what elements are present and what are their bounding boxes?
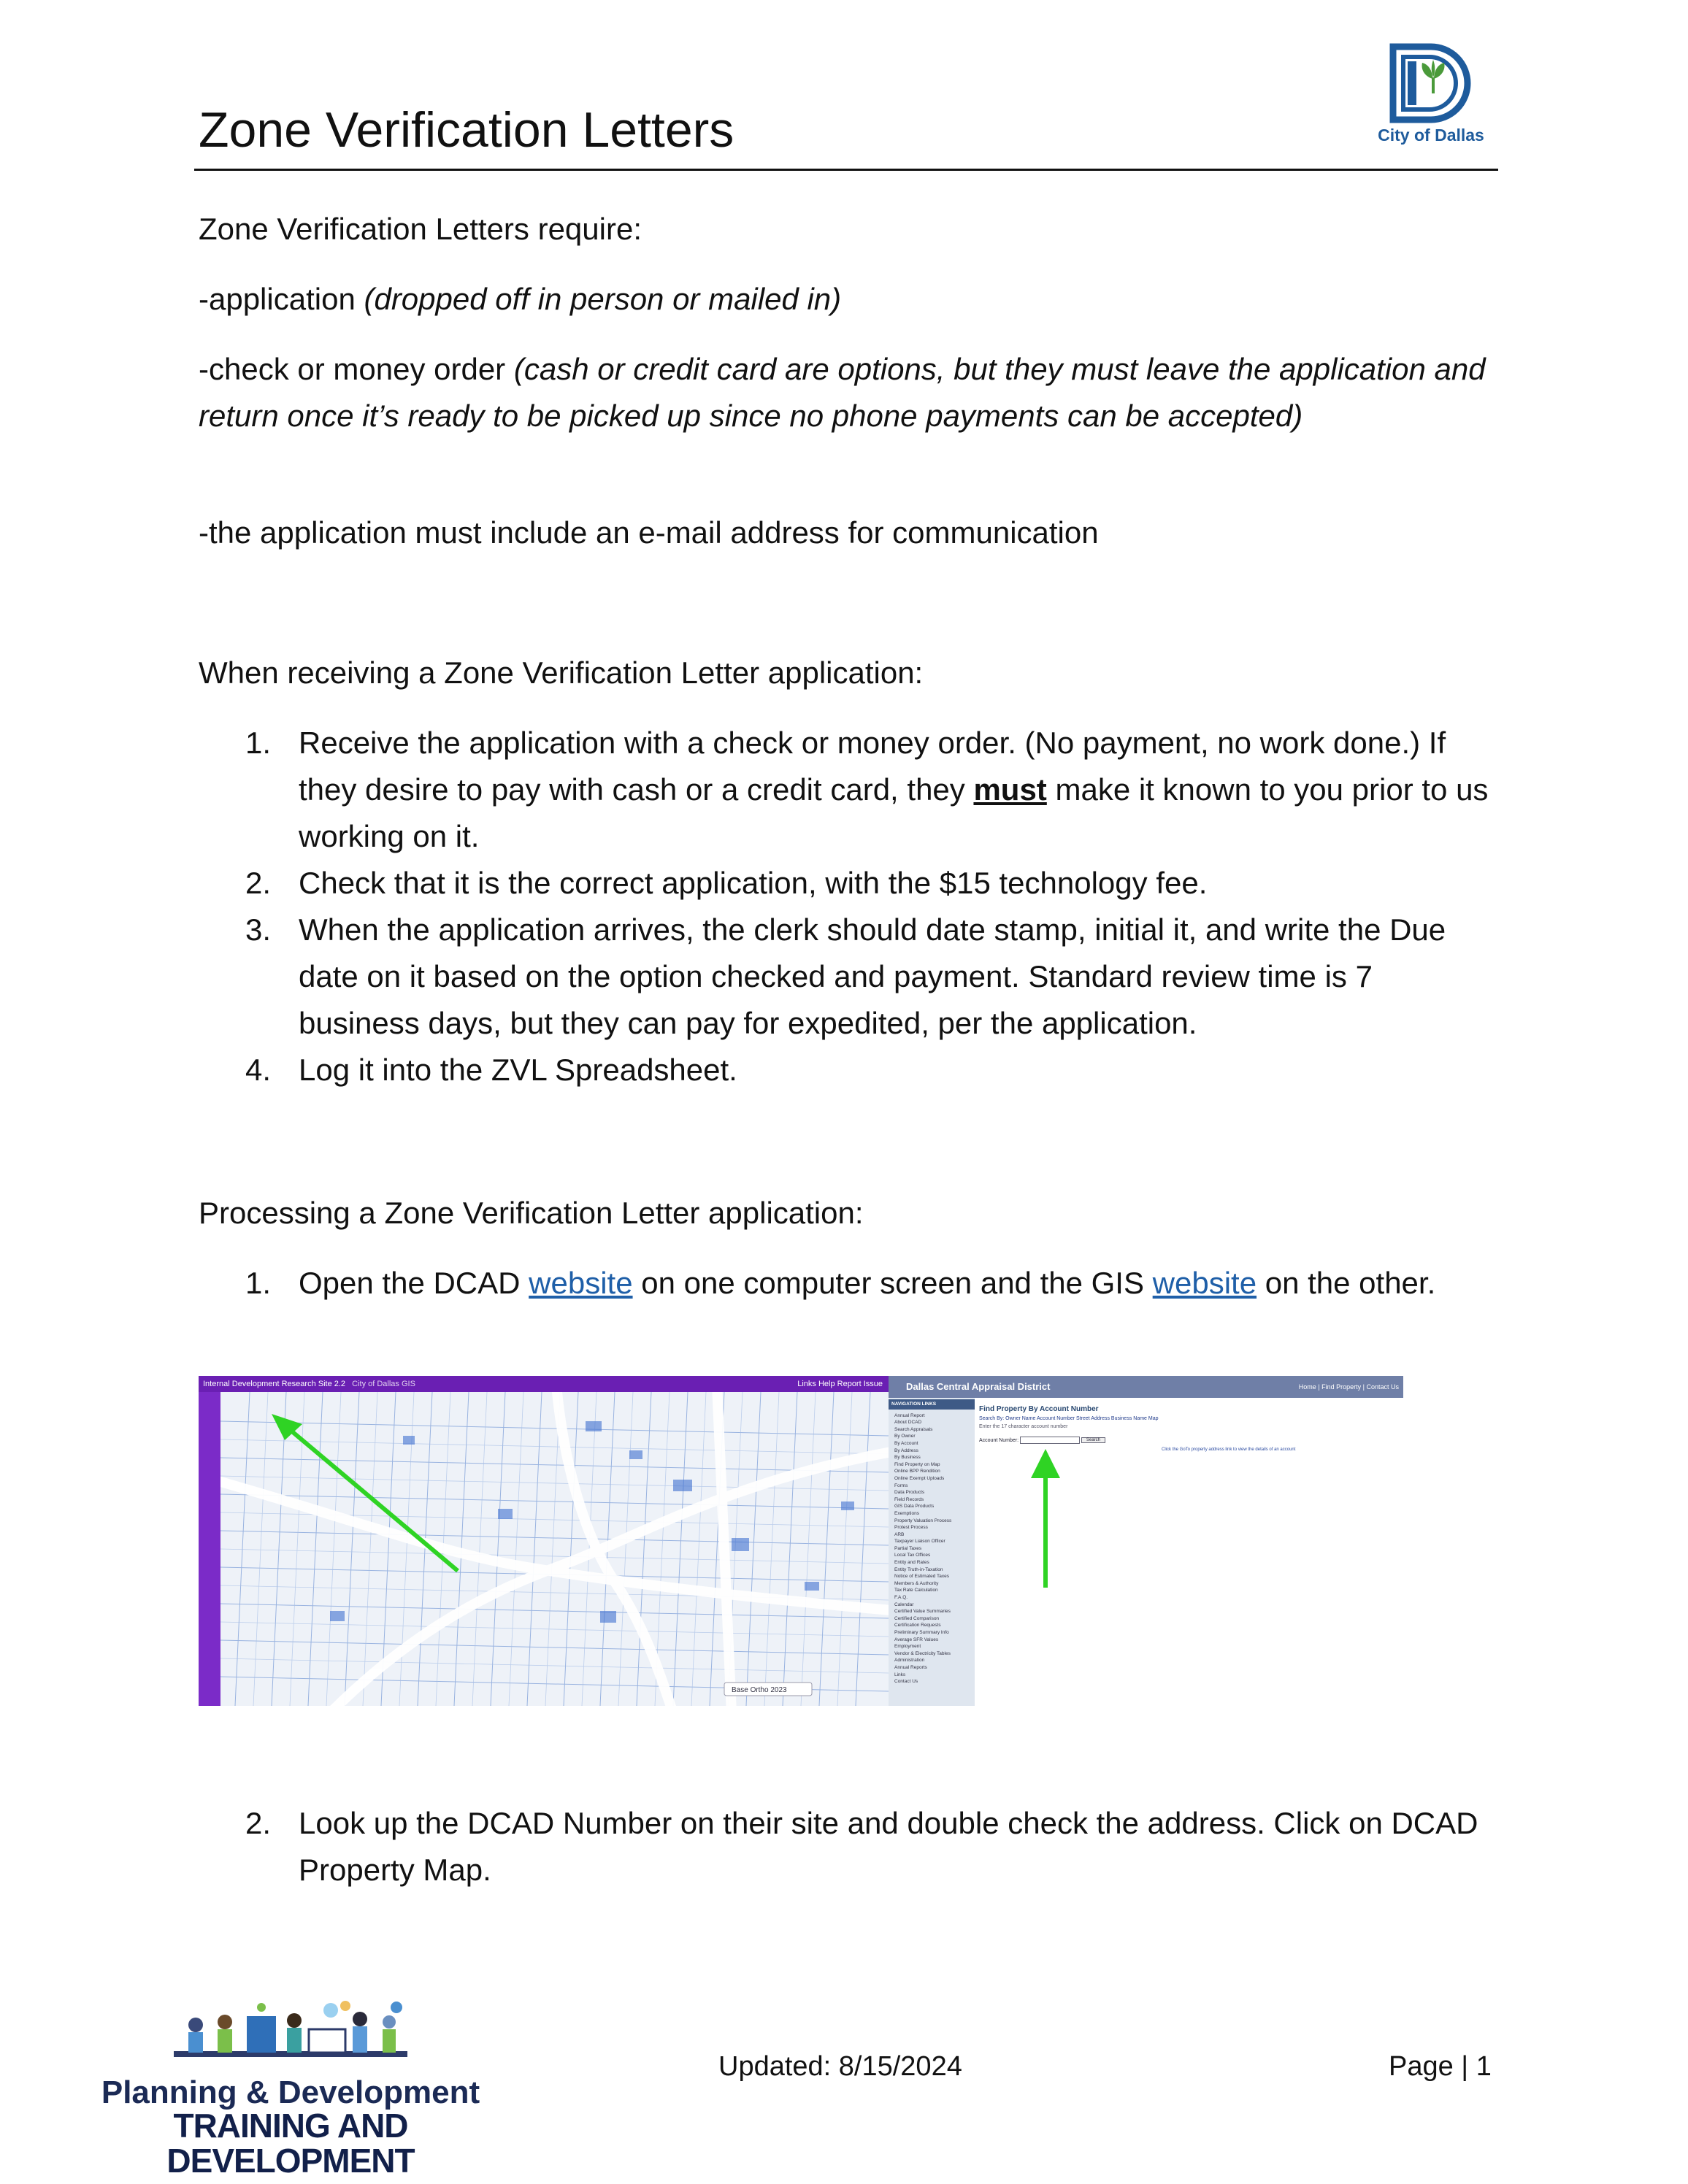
requirement-text: -application: [199, 282, 364, 316]
dcad-top-links: Home | Find Property | Contact Us: [1298, 1383, 1399, 1391]
list-number: 1.: [245, 726, 272, 760]
step-text: on one computer screen and the GIS: [632, 1266, 1153, 1300]
step-text: on the other.: [1257, 1266, 1436, 1300]
requirement-application: [199, 276, 1498, 323]
processing-heading: Processing a Zone Verification Letter application:: [199, 1196, 864, 1230]
list-number: 4.: [245, 1053, 272, 1087]
city-of-dallas-logo: [1358, 42, 1504, 152]
gis-website-link[interactable]: website: [1152, 1266, 1257, 1300]
step-text: Look up the DCAD Number on their site and double check the address. Click on DCAD Property Map.: [299, 1806, 1478, 1887]
dcad-title: Dallas Central Appraisal District: [906, 1381, 1051, 1392]
dcad-note: Click the GoTo property address link to view the details of an account: [1162, 1447, 1296, 1452]
people-illustration-icon: [174, 2000, 407, 2079]
dcad-nav-item: Certification Requests: [894, 1623, 941, 1629]
dcad-nav-item: Preliminary Summary Info: [894, 1630, 949, 1635]
step-text: Open the DCAD: [299, 1266, 529, 1300]
dcad-nav-item: Members & Authority: [894, 1580, 939, 1586]
dcad-nav-item: Local Tax Offices: [894, 1553, 931, 1558]
processing-step-1: [199, 1260, 1498, 1307]
list-item: [199, 860, 1498, 907]
dcad-field-label: Account Number:: [979, 1437, 1019, 1443]
receiving-heading: When receiving a Zone Verification Letter application:: [199, 655, 924, 690]
dcad-nav-item: Average SFR Values: [894, 1637, 939, 1642]
screenshot-figure: [199, 1376, 1403, 1706]
requirement-note: (dropped off in person or mailed in): [364, 282, 842, 316]
list-number: 1.: [245, 1266, 272, 1300]
dcad-nav-item: About DCAD: [894, 1420, 922, 1426]
dcad-nav-item: Administration: [894, 1658, 925, 1664]
green-up-arrow-icon: [1027, 1449, 1064, 1588]
dcad-nav-list: [889, 1412, 975, 1685]
dcad-nav-item: Annual Reports: [894, 1664, 927, 1670]
gis-subtitle: City of Dallas GIS: [352, 1380, 415, 1388]
dcad-nav-item: Links: [894, 1672, 906, 1677]
dcad-main: [979, 1405, 1395, 1452]
dcad-nav-item: Partial Taxes: [894, 1545, 922, 1551]
receiving-steps: [199, 720, 1498, 1093]
dcad-nav-item: Search Appraisals: [894, 1426, 933, 1432]
dcad-nav-item: Entity and Rates: [894, 1560, 929, 1566]
dcad-nav-item: GIS Data Products: [894, 1504, 935, 1510]
dcad-nav-item: Certified Comparison: [894, 1615, 940, 1621]
dcad-nav-item: Vendor & Electricity Tables: [894, 1650, 951, 1656]
dcad-nav-item: ARB: [894, 1531, 905, 1537]
step-text: Log it into the ZVL Spreadsheet.: [299, 1053, 737, 1087]
dcad-screenshot: [889, 1376, 1403, 1706]
step-text: Check that it is the correct application, with the $15 technology fee.: [299, 866, 1208, 900]
logo-line-1: Planning & Development: [101, 2075, 480, 2110]
dcad-nav-item: Taxpayer Liaison Officer: [894, 1539, 945, 1545]
requirement-text: -check or money order: [199, 352, 514, 386]
dcad-nav-item: Entity Truth-in-Taxation: [894, 1566, 943, 1572]
requirements-intro: Zone Verification Letters require:: [199, 212, 642, 246]
dcad-nav-item: Employment: [894, 1644, 921, 1650]
step-emphasis: must: [973, 772, 1047, 807]
dcad-hint: Enter the 17 character account number: [979, 1424, 1068, 1429]
dcad-nav-item: F.A.Q.: [894, 1595, 908, 1601]
dcad-nav-item: Data Products: [894, 1490, 925, 1496]
dcad-nav: [889, 1398, 975, 1706]
gis-basemap-badge: Base Ortho 2023: [732, 1686, 787, 1694]
dcad-nav-item: Online Exempt Uploads: [894, 1475, 945, 1481]
dcad-website-link[interactable]: website: [529, 1266, 633, 1300]
dcad-nav-item: Contact Us: [894, 1679, 918, 1685]
step-text: Receive the application with a check or money order. (No payment, no work done.) If they desire to pay with cash or a credit card, they: [299, 726, 1446, 807]
list-item: [199, 907, 1498, 1047]
list-item: [199, 1800, 1498, 1893]
gis-title-bar: [199, 1376, 889, 1392]
logo-text: City of Dallas: [1378, 126, 1484, 145]
gis-toolbar: [199, 1392, 220, 1706]
dcad-nav-item: Field Records: [894, 1496, 924, 1502]
dcad-nav-item: Tax Rate Calculation: [894, 1588, 938, 1593]
dcad-nav-head: NAVIGATION LINKS: [889, 1399, 975, 1410]
step-text: When the application arrives, the clerk should date stamp, initial it, and write the Due date on it based on the option checked and payment. Standard review time is 7 business days, but they can pay for expedited, per the application.: [299, 912, 1446, 1040]
dcad-nav-item: Protest Process: [894, 1525, 928, 1531]
list-item: [199, 1260, 1498, 1307]
list-number: 3.: [245, 912, 272, 947]
header-rule: [194, 169, 1498, 171]
training-and-development-logo: [101, 2000, 480, 2180]
dcad-nav-item: Property Valuation Process: [894, 1518, 952, 1523]
dcad-nav-item: By Business: [894, 1455, 921, 1461]
dcad-nav-item: Notice of Estimated Taxes: [894, 1574, 950, 1580]
step-text: make it known to you prior to us working on it.: [299, 772, 1489, 853]
processing-step-2: [199, 1800, 1498, 1893]
list-item: [199, 1047, 1498, 1093]
requirement-note: (cash or credit card are options, but they must leave the application and return once it’s ready to be picked up since no phone payments can be accepted): [199, 352, 1486, 433]
dcad-search-button: Search: [1081, 1437, 1105, 1443]
footer-updated-date: Updated: 8/15/2024: [718, 2051, 962, 2082]
page-title: Zone Verification Letters: [199, 102, 734, 158]
dcad-nav-item: By Address: [894, 1447, 918, 1453]
dcad-nav-item: Forms: [894, 1483, 908, 1488]
logo-line-2: TRAINING AND DEVELOPMENT: [166, 2107, 415, 2180]
dcad-nav-item: By Owner: [894, 1434, 916, 1439]
dallas-d-icon: [1389, 42, 1476, 124]
dcad-nav-item: Calendar: [894, 1602, 914, 1607]
gis-title: Internal Development Research Site 2.2: [203, 1380, 346, 1388]
list-item: [199, 720, 1498, 860]
footer-page-number: Page | 1: [1389, 2051, 1492, 2082]
dcad-nav-item: By Account: [894, 1440, 918, 1446]
requirement-email: -the application must include an e-mail address for communication: [199, 515, 1099, 550]
dcad-heading: Find Property By Account Number: [979, 1405, 1099, 1413]
dcad-nav-item: Exemptions: [894, 1510, 919, 1516]
gis-map: [220, 1392, 889, 1706]
gis-top-links: Links Help Report Issue: [797, 1380, 883, 1388]
list-number: 2.: [245, 1806, 272, 1840]
dcad-nav-item: Find Property on Map: [894, 1461, 940, 1467]
dcad-form-row: [979, 1437, 1395, 1444]
dcad-nav-item: Online BPP Rendition: [894, 1469, 940, 1474]
dcad-nav-item: Annual Report: [894, 1412, 925, 1418]
list-number: 2.: [245, 866, 272, 900]
dcad-title-bar: [889, 1376, 1403, 1398]
dcad-search-by: Search By: Owner Name Account Number Street Address Business Name Map: [979, 1416, 1159, 1421]
dcad-nav-item: Certified Value Summaries: [894, 1609, 951, 1615]
requirement-payment: [199, 346, 1498, 439]
dcad-account-input: [1020, 1437, 1080, 1444]
gis-screenshot: [199, 1376, 889, 1706]
